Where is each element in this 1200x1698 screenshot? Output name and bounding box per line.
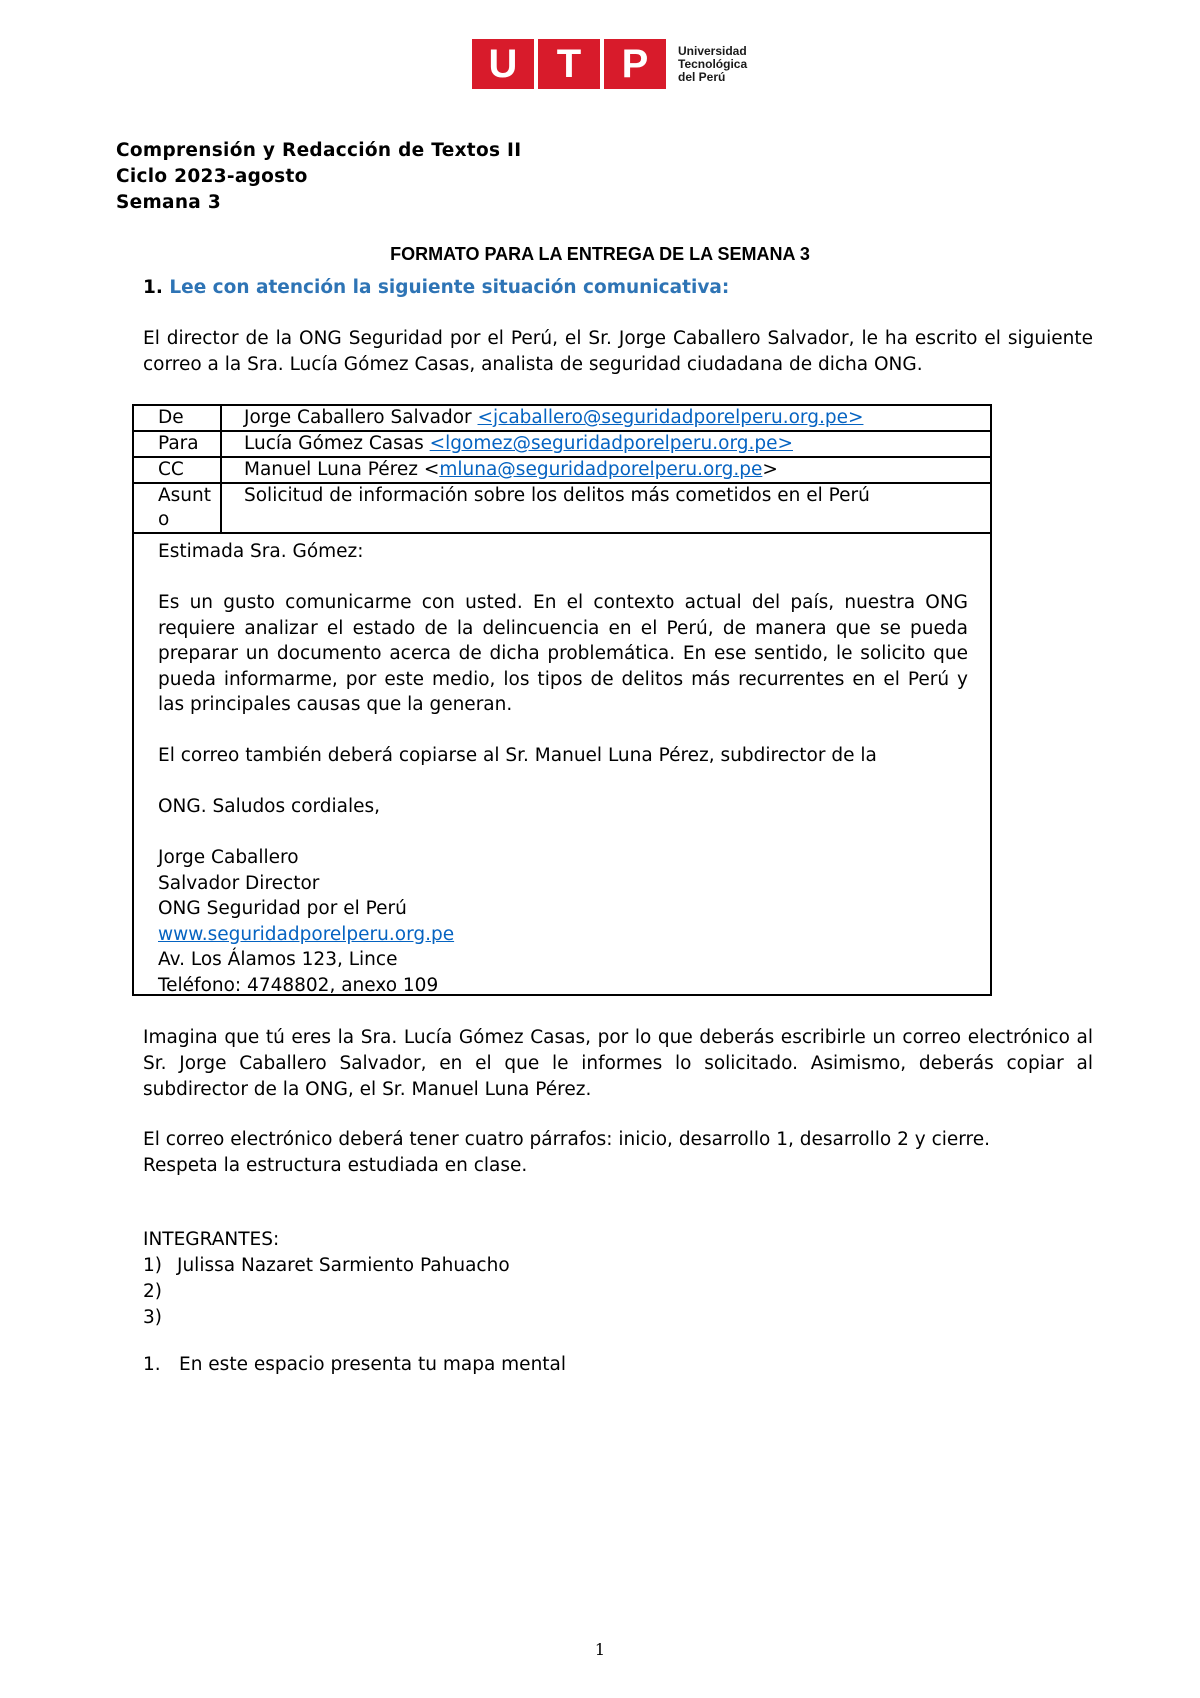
task-text-2b: Respeta la estructura estudiada en clase. (143, 1155, 528, 1176)
logo-letter-u: U (472, 39, 534, 89)
instruction-heading (143, 277, 729, 298)
member-item (143, 1279, 510, 1305)
to-label: Para (134, 432, 222, 456)
member-item (143, 1305, 510, 1331)
member-number: 3) (143, 1307, 162, 1328)
logo-letter-t: T (538, 39, 600, 89)
intro-paragraph (143, 326, 1093, 378)
logo-blocks (472, 39, 666, 89)
member-number: 2) (143, 1281, 162, 1302)
mind-map-text: En este espacio presenta tu mapa mental (179, 1354, 567, 1375)
signature-name: Jorge Caballero (158, 847, 299, 868)
format-title: FORMATO PARA LA ENTREGA DE LA SEMANA 3 (390, 244, 810, 264)
signature-address: Av. Los Álamos 123, Lince (158, 949, 398, 970)
from-value (222, 406, 863, 430)
email-body-paragraph-3: ONG. Saludos cordiales, (158, 796, 381, 817)
signature-org: ONG Seguridad por el Perú (158, 898, 407, 919)
from-name: Jorge Caballero Salvador (244, 407, 478, 428)
page-number: 1 (594, 1640, 606, 1659)
email-table (132, 404, 992, 996)
subject-label: Asunto (134, 484, 222, 532)
instruction-text: Lee con atención la siguiente situación comunicativa: (169, 277, 730, 298)
member-number: 1) (143, 1255, 162, 1276)
cc-address-link[interactable]: mluna@seguridadporelperu.org.pe (439, 459, 763, 480)
member-item (143, 1253, 510, 1279)
signature-phone: Teléfono: 4748802, anexo 109 (158, 974, 439, 996)
member-name: Julissa Nazaret Sarmiento Pahuacho (177, 1255, 510, 1276)
from-label: De (134, 406, 222, 430)
logo-wordmark (678, 45, 747, 84)
cc-name: Manuel Luna Pérez < (244, 459, 440, 480)
email-body-paragraph-1: Es un gusto comunicarme con usted. En el contexto actual del país, nuestra ONG requiere analizar el estado de la delincuencia en el Perú, de manera que se pueda preparar un documento acerca de dicha problemática. En ese sentido, le solicito que pueda informarme, por este medio, los tipos de delitos más recurrentes en el Perú y las principales causas que la generan. (158, 592, 968, 715)
logo-letter-p: P (604, 39, 666, 89)
to-value (222, 432, 793, 456)
email-from-row (134, 406, 990, 432)
signature-website-link[interactable]: www.seguridadporelperu.org.pe (158, 923, 455, 945)
mind-map-number: 1. (143, 1354, 161, 1375)
signature-title: Salvador Director (158, 872, 320, 894)
instruction-number: 1. (143, 277, 163, 298)
cycle-label: Ciclo 2023-agosto (116, 166, 308, 187)
task-text-2a: El correo electrónico deberá tener cuatro párrafos: inicio, desarrollo 1, desarrollo 2 y cierre. (143, 1129, 991, 1150)
email-to-row (134, 432, 990, 458)
task-paragraph-2 (143, 1127, 1093, 1179)
members-list (143, 1227, 510, 1331)
logo-line-1: Universidad (678, 43, 747, 58)
email-greeting: Estimada Sra. Gómez: (158, 541, 364, 562)
cc-label: CC (134, 458, 222, 482)
subject-value: Solicitud de información sobre los delitos más cometidos en el Perú (244, 485, 870, 506)
email-body (134, 534, 990, 994)
course-title: Comprensión y Redacción de Textos II (116, 140, 522, 161)
cc-close: > (762, 459, 778, 480)
from-address-link[interactable]: <jcaballero@seguridadporelperu.org.pe> (477, 407, 864, 428)
email-cc-row (134, 458, 990, 484)
logo-line-2: Tecnológica (678, 56, 748, 71)
members-heading: INTEGRANTES: (143, 1229, 280, 1250)
email-subject-row (134, 484, 990, 534)
task-paragraph-1 (143, 1025, 1093, 1103)
intro-text: El director de la ONG Seguridad por el Perú, el Sr. Jorge Caballero Salvador, le ha escrito el siguiente correo a la Sra. Lucía Gómez Casas, analista de seguridad ciudadana de dicha ONG. (143, 328, 1093, 375)
week-label: Semana 3 (116, 192, 221, 213)
task-text-1: Imagina que tú eres la Sra. Lucía Gómez Casas, por lo que deberás escribirle un correo electrónico al Sr. Jorge Caballero Salvador, en el que le informes lo solicitado. Asimismo, deberás copiar al subdirector de la ONG, el Sr. Manuel Luna Pérez. (143, 1027, 1093, 1100)
to-name: Lucía Gómez Casas (244, 433, 430, 454)
cc-value (222, 458, 778, 482)
utp-logo (472, 39, 747, 89)
mind-map-instruction (143, 1354, 566, 1375)
email-body-paragraph-2: El correo también deberá copiarse al Sr. Manuel Luna Pérez, subdirector de la (158, 745, 877, 766)
logo-line-3: del Perú (678, 69, 726, 84)
to-address-link[interactable]: <lgomez@seguridadporelperu.org.pe> (429, 433, 793, 454)
